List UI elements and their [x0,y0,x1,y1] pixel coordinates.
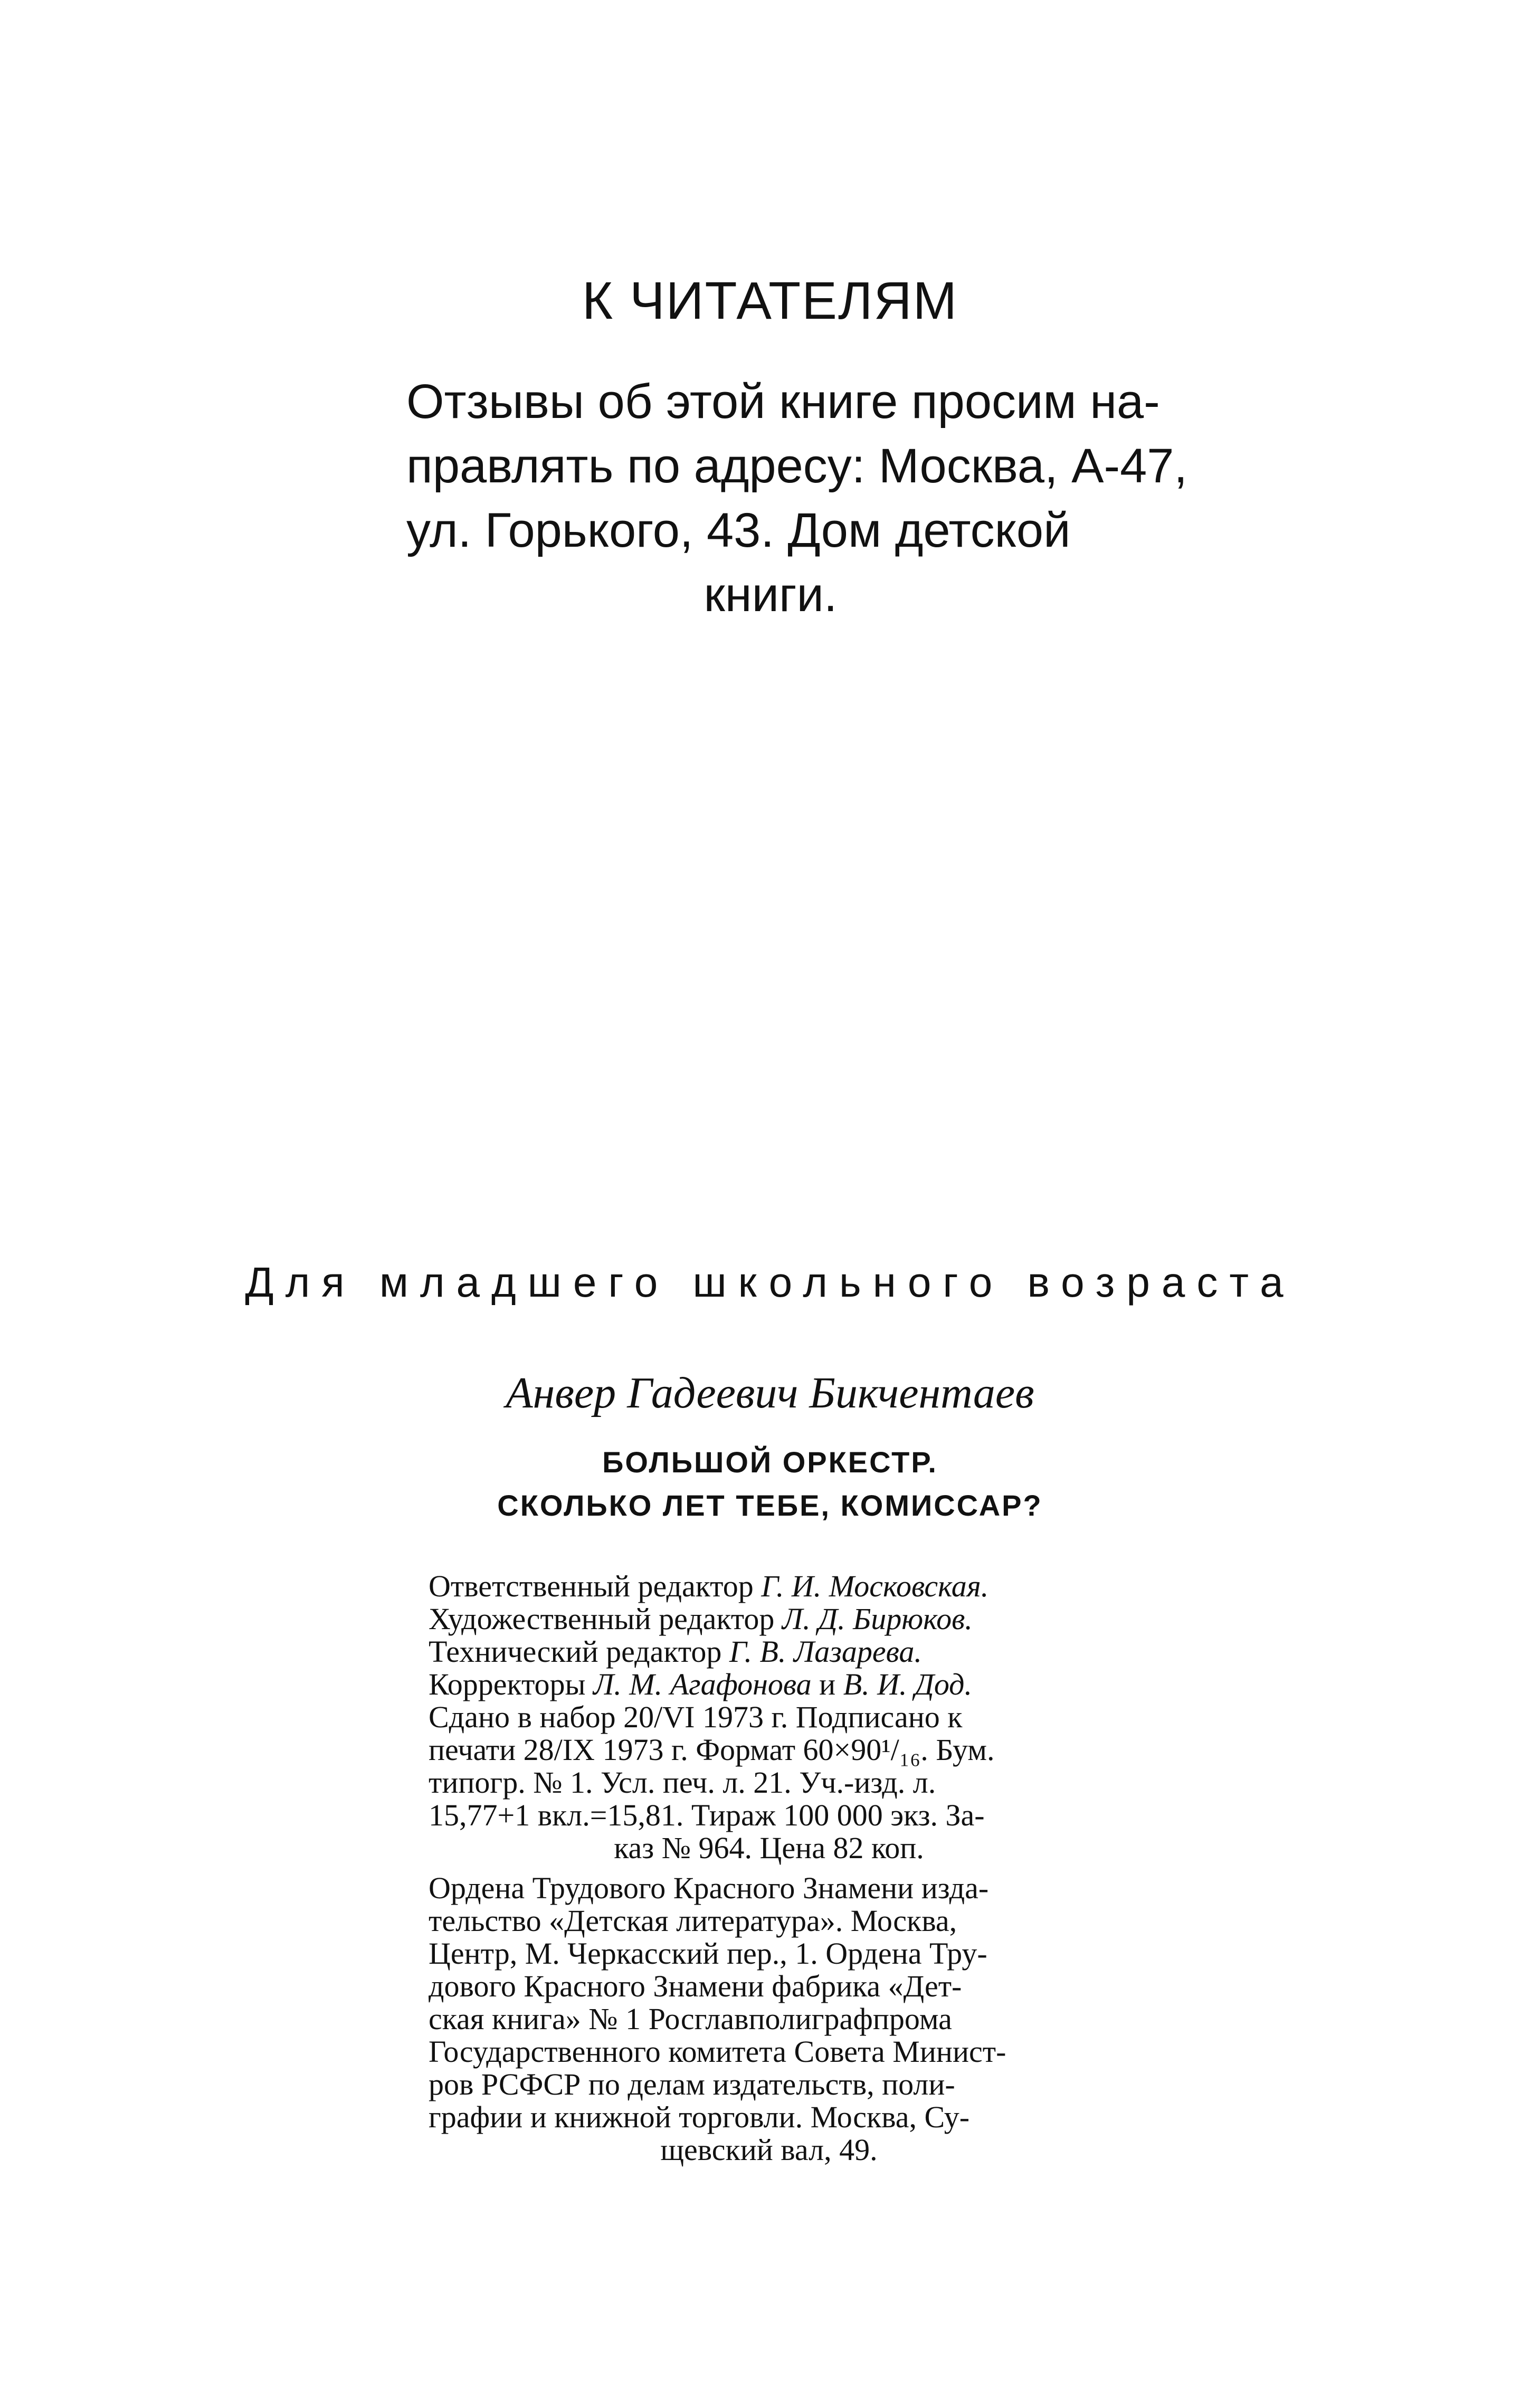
notice-line: Отзывы об этой книге просим на- [406,375,1160,429]
notice-line: ул. Горького, 43. Дом детской [406,503,1071,557]
readers-heading: К ЧИТАТЕЛЯМ [582,271,958,330]
publisher-line: Ордена Трудового Красного Знамени изда- [429,1871,989,1905]
proofreaders-label: Корректоры [429,1667,586,1701]
print-info-line: 15,77+1 вкл.=15,81. Тираж 100 000 экз. За- [429,1798,985,1832]
readers-notice [406,369,1187,627]
proofreaders-line [429,1668,1109,1701]
publisher-line: щевский вал, 49. [660,2133,878,2167]
print-info-line: печати 28/IX 1973 г. Формат 60×90¹/₁₆. Бум. [429,1733,995,1767]
imprint-credits [429,1570,1109,2166]
art-editor-label: Художественный редактор [429,1602,775,1636]
publisher-line: ров РСФСР по делам издательств, поли- [429,2067,955,2101]
book-title: СКОЛЬКО ЛЕТ ТЕБЕ, КОМИССАР? [497,1489,1043,1522]
author-name: Анвер Гадеевич Бикчентаев [506,1368,1034,1417]
notice-line: книги. [704,568,838,622]
proofreader-name: Л. М. Агафонова [593,1667,812,1701]
art-editor-name: Л. Д. Бирюков. [782,1602,973,1636]
tech-editor-label: Технический редактор [429,1634,722,1669]
art-editor-line [429,1603,1109,1635]
responsible-editor-line [429,1570,1109,1603]
responsible-editor-label: Ответственный редактор [429,1569,754,1603]
publisher-line: тельство «Детская литература». Москва, [429,1904,957,1938]
proofreaders-and: и [819,1667,836,1701]
publisher-line: Центр, М. Черкасский пер., 1. Ордена Тру- [429,1936,987,1971]
print-info-line: Сдано в набор 20/VI 1973 г. Подписано к [429,1700,963,1734]
age-group-note: Для младшего школьного возраста [245,1259,1295,1306]
responsible-editor-name: Г. И. Московская. [761,1569,989,1603]
print-info-line: каз № 964. Цена 82 коп. [614,1831,924,1865]
book-title: БОЛЬШОЙ ОРКЕСТР. [602,1445,938,1479]
print-info-line: типогр. № 1. Усл. печ. л. 21. Уч.-изд. л. [429,1765,936,1800]
publisher-line: ская книга» № 1 Росглавполиграфпрома [429,2002,952,2036]
publisher-line: Государственного комитета Совета Минист- [429,2034,1006,2069]
book-titles [0,1441,1540,1527]
proofreader-name: В. И. Дод. [843,1667,972,1701]
notice-line: правлять по адресу: Москва, А-47, [406,439,1187,493]
publisher-line: графии и книжной торговли. Москва, Су- [429,2100,970,2134]
publisher-line: дового Красного Знамени фабрика «Дет- [429,1969,962,2003]
tech-editor-line [429,1635,1109,1668]
tech-editor-name: Г. В. Лазарева. [729,1634,922,1669]
